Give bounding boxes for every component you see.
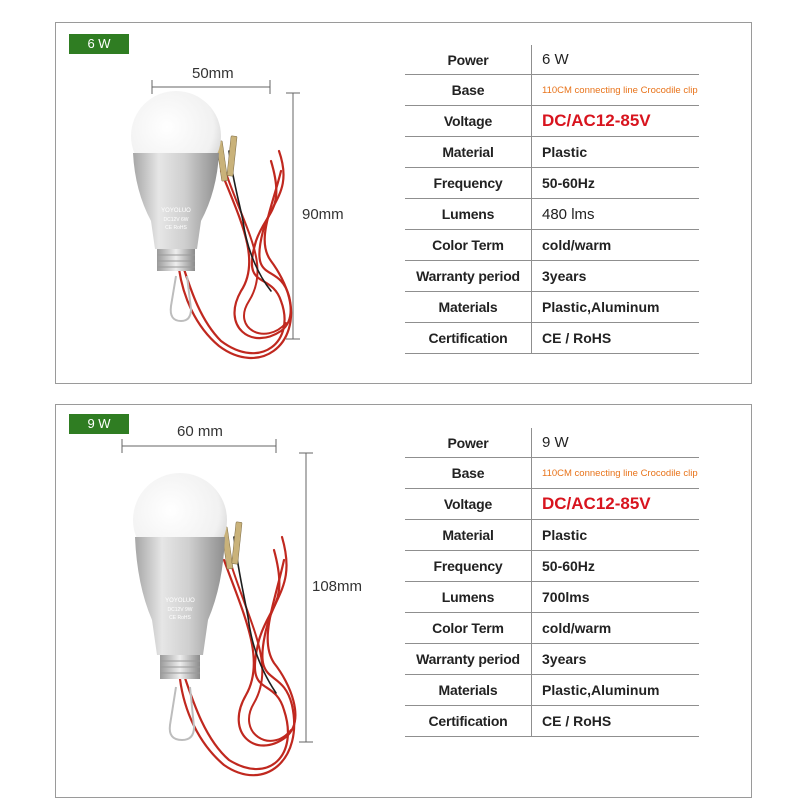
table-row [405, 168, 699, 199]
table-row [405, 489, 699, 520]
spec-key: Base [405, 75, 532, 106]
spec-value: 110CM connecting line Crocodile clip [532, 75, 700, 106]
spec-key: Warranty period [405, 261, 532, 292]
spec-key: Frequency [405, 168, 532, 199]
height-dimension-label: 108mm [312, 578, 363, 595]
spec-key: Material [405, 520, 532, 551]
table-row [405, 428, 699, 458]
spec-value: 50-60Hz [532, 551, 700, 582]
spec-key: Frequency [405, 551, 532, 582]
spec-value: CE / RoHS [532, 706, 700, 737]
wattage-badge: 9 W [69, 414, 129, 434]
table-row [405, 106, 699, 137]
spec-value: 480 lms [532, 199, 700, 230]
table-row [405, 292, 699, 323]
table-row [405, 323, 699, 354]
spec-key: Material [405, 137, 532, 168]
spec-value: 9 W [532, 428, 700, 458]
spec-key: Base [405, 458, 532, 489]
table-row [405, 520, 699, 551]
spec-value: Plastic,Aluminum [532, 675, 700, 706]
spec-value: Plastic [532, 137, 700, 168]
spec-key: Certification [405, 706, 532, 737]
table-row [405, 45, 699, 75]
spec-value: cold/warm [532, 230, 700, 261]
spec-key: Voltage [405, 489, 532, 520]
bulb-brand-text: YOYOLUO [165, 598, 195, 604]
wattage-badge: 6 W [69, 34, 129, 54]
width-dimension-label: 50mm [192, 65, 234, 82]
table-row [405, 230, 699, 261]
bulb-image [121, 91, 301, 366]
spec-key: Power [405, 45, 532, 75]
bulb-image [124, 475, 304, 785]
spec-key: Lumens [405, 582, 532, 613]
bulb-rating-text: DC12V 6W [163, 217, 189, 223]
table-row [405, 582, 699, 613]
spec-value: 3years [532, 261, 700, 292]
product-panel-9w [55, 404, 752, 798]
spec-value: cold/warm [532, 613, 700, 644]
table-row [405, 199, 699, 230]
spec-key: Certification [405, 323, 532, 354]
spec-key: Materials [405, 675, 532, 706]
table-row [405, 613, 699, 644]
spec-key: Color Term [405, 613, 532, 644]
spec-key: Voltage [405, 106, 532, 137]
table-row [405, 137, 699, 168]
table-row [405, 644, 699, 675]
spec-value: Plastic [532, 520, 700, 551]
height-dimension-label: 90mm [302, 206, 344, 223]
spec-key: Lumens [405, 199, 532, 230]
spec-value: 110CM connecting line Crocodile clip [532, 458, 700, 489]
width-dimension-label: 60 mm [177, 423, 223, 440]
spec-value: 700lms [532, 582, 700, 613]
spec-table [405, 428, 699, 737]
spec-key: Color Term [405, 230, 532, 261]
table-row [405, 261, 699, 292]
product-panel-6w [55, 22, 752, 384]
spec-value: CE / RoHS [532, 323, 700, 354]
spec-table [405, 45, 699, 354]
table-row [405, 75, 699, 106]
table-row [405, 675, 699, 706]
spec-value: 50-60Hz [532, 168, 700, 199]
spec-value: 6 W [532, 45, 700, 75]
table-row [405, 458, 699, 489]
bulb-cert-text: CE RoHS [169, 615, 191, 621]
bulb-brand-text: YOYOLUO [161, 208, 191, 214]
spec-value: 3years [532, 644, 700, 675]
spec-value-voltage: DC/AC12-85V [532, 489, 700, 520]
spec-value-voltage: DC/AC12-85V [532, 106, 700, 137]
spec-key: Power [405, 428, 532, 458]
table-row [405, 706, 699, 737]
spec-key: Materials [405, 292, 532, 323]
table-row [405, 551, 699, 582]
spec-key: Warranty period [405, 644, 532, 675]
bulb-rating-text: DC12V 9W [167, 607, 193, 613]
bulb-cert-text: CE RoHS [165, 225, 187, 231]
spec-value: Plastic,Aluminum [532, 292, 700, 323]
